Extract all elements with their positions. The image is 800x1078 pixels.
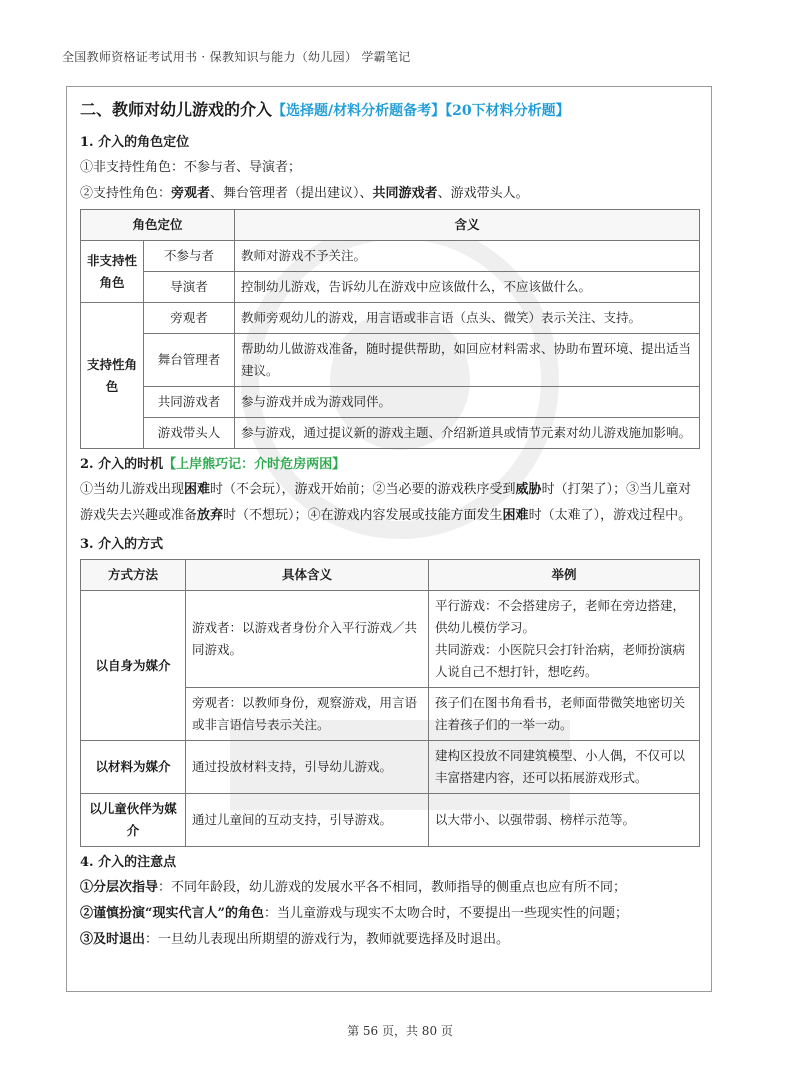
role-cell: 舞台管理者 (144, 334, 235, 387)
heading-text: 2. 介入的时机 (80, 457, 164, 472)
table-header: 方式方法 (81, 560, 186, 591)
text: ：不同年龄段，幼儿游戏的发展水平各不相同，教师指导的侧重点也应有所不同； (158, 880, 627, 895)
bold-term: 旁观者 (171, 186, 211, 201)
text: ①当幼儿游戏出现 (80, 482, 185, 497)
role-cell: 旁观者 (144, 303, 235, 334)
mnemonic-tag: 【上岸熊巧记：介时危房两困】 (163, 457, 346, 472)
text: ：当儿童游戏与现实不太吻合时，不要提出一些现实性的问题； (263, 906, 628, 921)
table-row (81, 334, 700, 387)
meaning-cell: 通过儿童间的互动支持，引导游戏。 (186, 794, 429, 847)
section-title (80, 96, 700, 125)
example-cell: 以大带小、以强带弱、榜样示范等。 (429, 794, 700, 847)
meaning-cell: 帮助幼儿做游戏准备，随时提供帮助，如回应材料需求、协助布置环境、提出适当建议。 (235, 334, 700, 387)
method-cell: 以儿童伙伴为媒介 (81, 794, 186, 847)
meaning-cell: 旁观者：以教师身份，观察游戏，用言语或非言语信号表示关注。 (186, 688, 429, 741)
example-cell: 建构区投放不同建筑模型、小人偶，不仅可以丰富搭建内容，还可以拓展游戏形式。 (429, 741, 700, 794)
table-header-row (81, 210, 700, 241)
section-tags: 【选择题/材料分析题备考】【20下材料分析题】 (272, 103, 570, 119)
text: 、舞台管理者（提出建议）、 (210, 186, 373, 201)
meaning-cell: 游戏者：以游戏者身份介入平行游戏／共同游戏。 (186, 591, 429, 688)
part4-line1 (80, 875, 700, 901)
example-line: 共同游戏：小医院只会打针治病，老师扮演病人说自己不想打针，想吃药。 (435, 642, 686, 679)
bold-term: ②谨慎扮演“现实代言人”的角色 (80, 906, 264, 921)
table-header-row (81, 560, 700, 591)
meaning-cell: 控制幼儿游戏，告诉幼儿在游戏中应该做什么，不应该做什么。 (235, 272, 700, 303)
example-cell: 孩子们在图书角看书，老师面带微笑地密切关注着孩子们的一举一动。 (429, 688, 700, 741)
table-header: 角色定位 (81, 210, 235, 241)
part1-line2 (80, 181, 700, 207)
meaning-cell: 通过投放材料支持，引导幼儿游戏。 (186, 741, 429, 794)
meaning-cell: 参与游戏，通过提议新的游戏主题、介绍新道具或情节元素对幼儿游戏施加影响。 (235, 418, 700, 449)
example-cell (429, 591, 700, 688)
part4-heading: 4. 介入的注意点 (80, 855, 177, 870)
part2-heading (80, 453, 700, 477)
table-row (81, 591, 700, 688)
table-row (81, 272, 700, 303)
table-header: 举例 (429, 560, 700, 591)
table-row (81, 303, 700, 334)
text: 时（太难了），游戏过程中。 (528, 508, 692, 523)
meaning-cell: 教师旁观幼儿的游戏，用言语或非言语（点头、微笑）表示关注、支持。 (235, 303, 700, 334)
method-table (80, 559, 700, 847)
table-row (81, 241, 700, 272)
meaning-cell: 参与游戏并成为游戏同伴。 (235, 387, 700, 418)
part1-heading: 1. 介入的角色定位 (80, 135, 190, 150)
table-header: 具体含义 (186, 560, 429, 591)
role-cell: 导演者 (144, 272, 235, 303)
group-cell: 支持性角色 (81, 303, 144, 449)
bold-term: ③及时退出 (80, 932, 146, 947)
table-row (81, 418, 700, 449)
bold-term: 困难 (184, 482, 211, 497)
main-content (80, 96, 700, 953)
part4-line2 (80, 901, 700, 927)
text: ②支持性角色： (80, 186, 172, 201)
method-cell: 以材料为媒介 (81, 741, 186, 794)
text: 、游戏带头人。 (437, 186, 529, 201)
role-cell: 游戏带头人 (144, 418, 235, 449)
page-number: 第 56 页，共 80 页 (347, 1024, 453, 1038)
table-row (81, 741, 700, 794)
text: 时（不想玩）；④在游戏内容发展或技能方面发生 (223, 508, 503, 523)
section-title-text: 二、教师对幼儿游戏的介入 (80, 100, 273, 119)
bold-term: 共同游戏者 (372, 186, 438, 201)
text: 时（打架了）；③当儿童对游戏失去兴趣或准备 (80, 482, 692, 523)
method-cell: 以自身为媒介 (81, 591, 186, 741)
table-row (81, 794, 700, 847)
running-header: 全国教师资格证考试用书 · 保教知识与能力（幼儿园） 学霸笔记 (62, 50, 411, 64)
part1-line1: ①非支持性角色：不参与者、导演者； (80, 160, 302, 175)
bold-term: 放弃 (197, 508, 224, 523)
bold-term: 困难 (502, 508, 529, 523)
text: ：一旦幼儿表现出所期望的游戏行为，教师就要选择及时退出。 (145, 932, 510, 947)
role-cell: 共同游戏者 (144, 387, 235, 418)
role-cell: 不参与者 (144, 241, 235, 272)
table-row (81, 387, 700, 418)
bold-term: 威胁 (515, 482, 542, 497)
part4-line3 (80, 927, 700, 953)
role-table (80, 209, 700, 449)
group-cell: 非支持性角色 (81, 241, 144, 303)
meaning-cell: 教师对游戏不予关注。 (235, 241, 700, 272)
part3-heading: 3. 介入的方式 (80, 537, 164, 552)
bold-term: ①分层次指导 (80, 880, 159, 895)
table-header: 含义 (235, 210, 700, 241)
text: 时（不会玩），游戏开始前；②当必要的游戏秩序受到 (210, 482, 516, 497)
example-line: 平行游戏：不会搭建房子，老师在旁边搭建，供幼儿模仿学习。 (435, 598, 686, 635)
part2-text (80, 477, 700, 529)
